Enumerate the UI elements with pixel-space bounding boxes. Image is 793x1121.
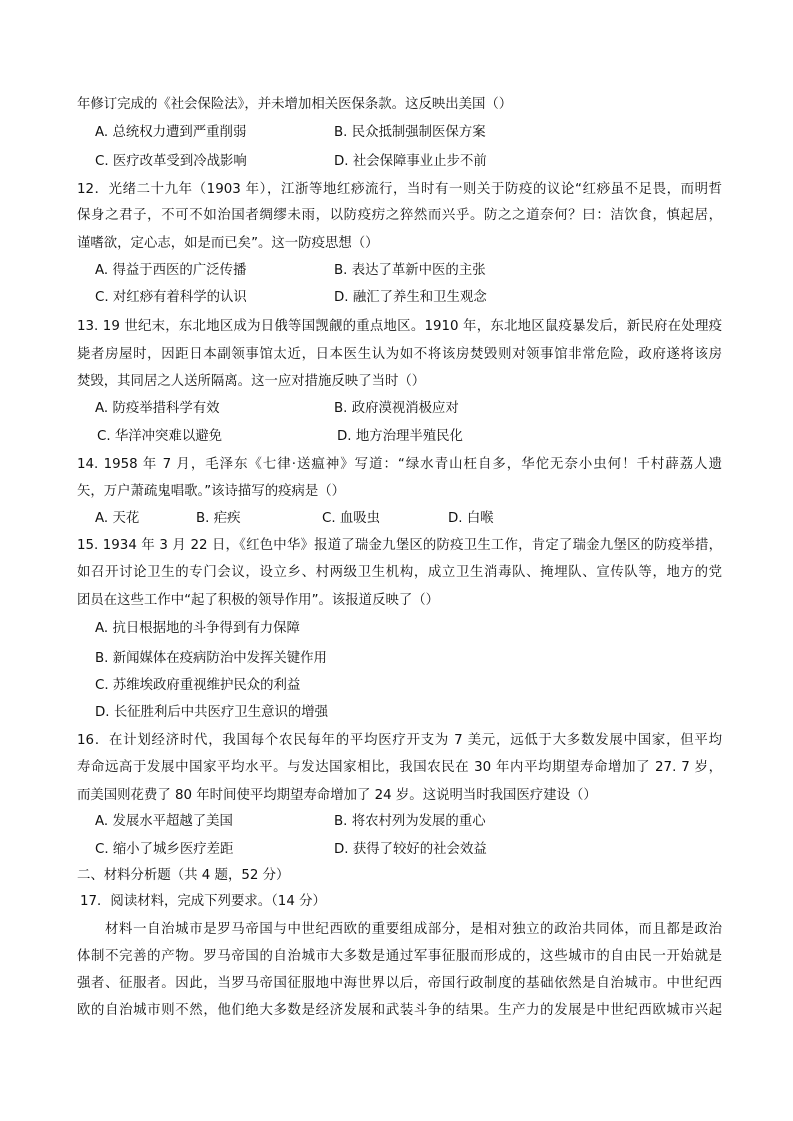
- q16-option-c: C. 缩小了城乡医疗差距: [95, 842, 234, 857]
- q17-material-line-1: 材料一自治城市是罗马帝国与中世纪西欧的重要组成部分，是相对独立的政治共同体，而且都是政治: [105, 922, 722, 937]
- q16-option-a: A. 发展水平超越了美国: [95, 814, 233, 829]
- q14-option-a: A. 天花: [95, 511, 140, 526]
- q12-line-1: 12．光绪二十九年（1903 年），江浙等地红痧流行，当时有一则关于防疫的议论“红痧虽不足畏，而明哲: [77, 182, 722, 197]
- q12-option-c: C. 对红痧有着科学的认识: [95, 290, 247, 305]
- q16-line-1: 16．在计划经济时代，我国每个农民每年的平均医疗开支为 7 美元，远低于大多数发展中国家，但平均: [77, 733, 722, 748]
- q16-line-3: 而美国则花费了 80 年时间使平均期望寿命增加了 24 岁。这说明当时我国医疗建设（）: [77, 788, 597, 803]
- q12-option-a: A. 得益于西医的广泛传播: [95, 263, 247, 278]
- q15-option-b: B. 新闻媒体在疫病防治中发挥关键作用: [95, 651, 327, 666]
- q12-option-d: D. 融汇了养生和卫生观念: [334, 290, 487, 305]
- q17-material-line-3: 强者、征服者。因此，当罗马帝国征服地中海世界以后，帝国行政制度的基础依然是自治城市。中世纪西: [77, 976, 722, 991]
- q17-heading: 17．阅读材料，完成下列要求。（14 分）: [80, 894, 326, 909]
- q13-option-d: D. 地方治理半殖民化: [337, 429, 463, 444]
- q13-line-1: 13. 19 世纪末，东北地区成为日俄等国觊觎的重点地区。1910 年，东北地区鼠疫暴发后，新民府在处理疫: [77, 319, 722, 334]
- q17-material-line-4: 欧的自治城市则不然，他们绝大多数是经济发展和武装斗争的结果。生产力的发展是中世纪西欧城市兴起: [77, 1003, 722, 1018]
- q12-line-3: 谨嗜欲，定心志，如是而已矣”。这一防疫思想（）: [77, 236, 379, 251]
- q12-option-b: B. 表达了革新中医的主张: [334, 263, 486, 278]
- q11-option-a: A. 总统权力遭到严重削弱: [95, 125, 247, 140]
- q13-line-3: 焚毁，其同居之人送所隔离。这一应对措施反映了当时（）: [77, 374, 426, 389]
- q15-line-2: 如召开讨论卫生的专门会议，设立乡、村两级卫生机构，成立卫生消毒队、掩埋队、宣传队等，地方的党: [77, 565, 722, 580]
- q15-line-1: 15. 1934 年 3 月 22 日，《红色中华》报道了瑞金九堡区的防疫卫生工作，肯定了瑞金九堡区的防疫举措，: [77, 538, 722, 553]
- q11-option-d: D. 社会保障事业止步不前: [334, 154, 487, 169]
- q13-option-a: A. 防疫举措科学有效: [95, 401, 220, 416]
- q15-option-a: A. 抗日根据地的斗争得到有力保障: [95, 621, 300, 636]
- q16-option-b: B. 将农村列为发展的重心: [334, 814, 486, 829]
- q15-option-d: D. 长征胜利后中共医疗卫生意识的增强: [95, 705, 329, 720]
- q13-option-c: C. 华洋冲突难以避免: [97, 429, 222, 444]
- q13-option-b: B. 政府漠视消极应对: [334, 401, 459, 416]
- q16-line-2: 寿命远高于发展中国家平均水平。与发达国家相比，我国农民在 30 年内平均期望寿命增加了 27. 7 岁，: [77, 760, 722, 775]
- q13-line-2: 毙者房屋时，因距日本副领事馆太近，日本医生认为如不将该房焚毁则对领事馆非常危险，政府遂将该房: [77, 347, 722, 362]
- q14-line-1: 14. 1958 年 7 月，毛泽东《七律·送瘟神》写道：“绿水青山枉自多，华佗无奈小虫何！千村薜荔人遗: [77, 457, 722, 472]
- q14-option-b: B. 疟疾: [196, 511, 241, 526]
- q12-line-2: 保身之君子，不可不如治国者绸缪未雨，以防疫疠之猝然而兴乎。防之之道奈何？曰：洁饮食，慎起居，: [77, 208, 722, 223]
- q11-option-b: B. 民众抵制强制医保方案: [334, 125, 486, 140]
- q14-line-2: 矢，万户萧疏鬼唱歌。”该诗描写的疫病是（）: [77, 484, 346, 499]
- q14-option-c: C. 血吸虫: [322, 511, 381, 526]
- section-heading: 二、材料分析题（共 4 题，52 分）: [77, 868, 290, 883]
- q17-material-line-2: 体制不完善的产物。罗马帝国的自治城市大多数是通过军事征服而形成的，这些城市的自由民一开始就是: [77, 949, 722, 964]
- q15-option-c: C. 苏维埃政府重视维护民众的利益: [95, 678, 301, 693]
- q16-option-d: D. 获得了较好的社会效益: [334, 842, 487, 857]
- q14-option-d: D. 白喉: [448, 511, 494, 526]
- q15-line-3: 团员在这些工作中“起了积极的领导作用”。该报道反映了（）: [77, 593, 440, 608]
- q11-option-c: C. 医疗改革受到冷战影响: [95, 154, 247, 169]
- q11-text: 年修订完成的《社会保险法》，并未增加相关医保条款。这反映出美国（）: [77, 97, 513, 112]
